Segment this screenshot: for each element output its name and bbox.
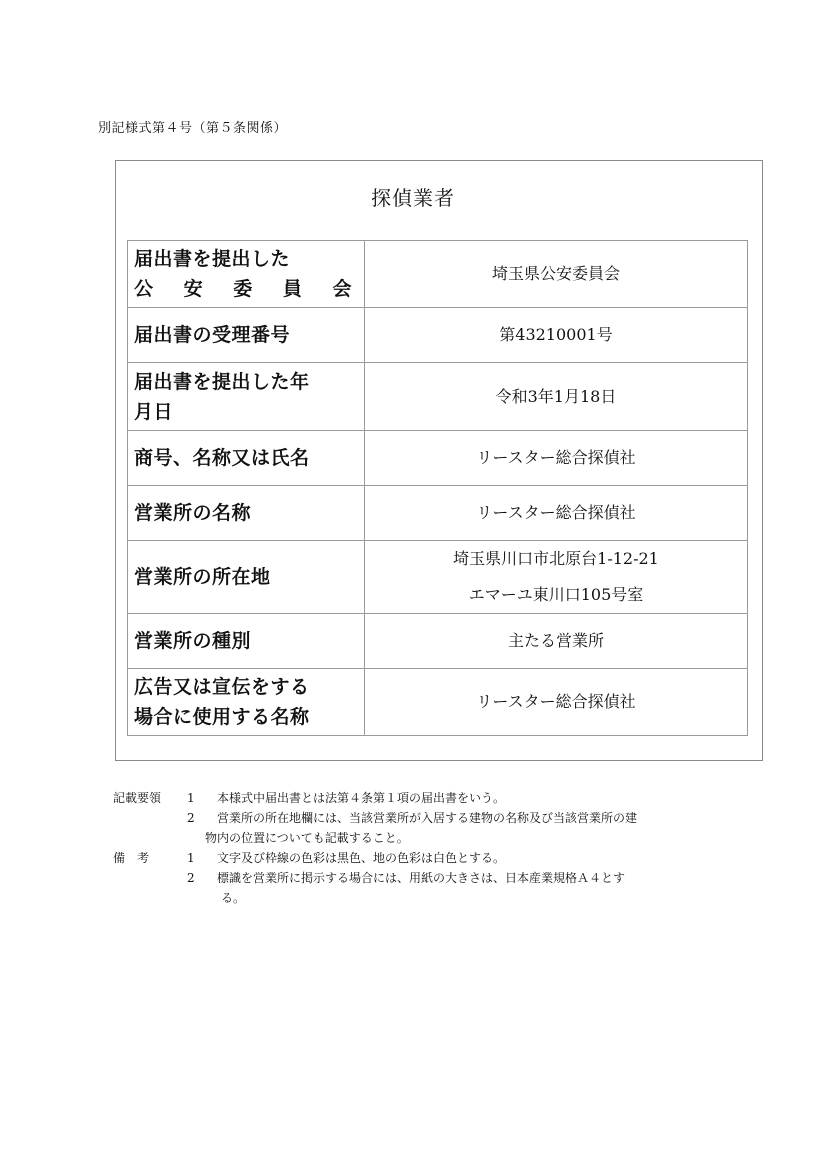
table-row xyxy=(128,669,748,736)
note-text-continued: る。 xyxy=(221,891,246,905)
note-text: 標識を営業所に掲示する場合には、用紙の大きさは、日本産業規格Ａ４とす xyxy=(217,871,626,885)
notes-heading: 記載要領 xyxy=(113,791,162,805)
table-row xyxy=(128,614,748,669)
sign-table xyxy=(127,240,748,736)
note-row xyxy=(113,868,753,888)
remarks-heading: 備 考 xyxy=(113,851,150,865)
label-line: 月日 xyxy=(134,400,174,423)
row-label-advertising-name xyxy=(128,669,365,736)
row-label-receipt-number: 届出書の受理番号 xyxy=(128,308,365,363)
note-text: 営業所の所在地欄には、当該営業所が入居する建物の名称及び当該営業所の建 xyxy=(217,811,638,825)
note-text: 文字及び枠線の色彩は黒色、地の色彩は白色とする。 xyxy=(217,851,506,865)
row-label-office-name: 営業所の名称 xyxy=(128,486,365,541)
label-line: 広告又は宣伝をする xyxy=(134,676,310,698)
row-value-office-type: 主たる営業所 xyxy=(365,614,748,669)
note-row xyxy=(113,848,753,868)
row-label-office-address: 営業所の所在地 xyxy=(128,541,365,614)
row-value-submission-date: 令和3年1月18日 xyxy=(365,363,748,431)
row-label-commission xyxy=(128,241,365,308)
note-row xyxy=(113,808,753,828)
row-value-receipt-number: 第43210001号 xyxy=(365,308,748,363)
note-row xyxy=(113,888,753,908)
row-value-office-name: リースター総合探偵社 xyxy=(365,486,748,541)
table-row xyxy=(128,431,748,486)
form-number-label: 別記様式第４号（第５条関係） xyxy=(98,121,288,136)
note-row xyxy=(113,788,753,808)
row-value-commission: 埼玉県公安委員会 xyxy=(365,241,748,308)
note-number: 2 xyxy=(187,811,195,825)
note-number: 1 xyxy=(187,851,195,865)
label-line: 届出書を提出した年 xyxy=(134,370,310,393)
label-line: 場合に使用する名称 xyxy=(134,706,310,728)
row-label-submission-date xyxy=(128,363,365,431)
sign-title: 探偵業者 xyxy=(371,186,455,210)
label-line: 公 安 委 員 会 xyxy=(134,278,364,300)
note-text: 本様式中届出書とは法第４条第１項の届出書をいう。 xyxy=(217,791,506,805)
address-line: エマーユ東川口105号室 xyxy=(468,585,644,604)
table-row xyxy=(128,541,748,614)
note-number: 2 xyxy=(187,871,195,885)
table-row xyxy=(128,241,748,308)
table-row xyxy=(128,308,748,363)
row-value-trade-name: リースター総合探偵社 xyxy=(365,431,748,486)
row-label-office-type: 営業所の種別 xyxy=(128,614,365,669)
table-row xyxy=(128,486,748,541)
row-value-advertising-name: リースター総合探偵社 xyxy=(365,669,748,736)
table-row xyxy=(128,363,748,431)
label-line: 届出書を提出した xyxy=(134,248,291,270)
note-number: 1 xyxy=(187,791,195,805)
address-line: 埼玉県川口市北原台1-12-21 xyxy=(453,549,659,568)
note-row xyxy=(113,828,753,848)
row-value-office-address xyxy=(365,541,748,614)
notes-section xyxy=(113,788,753,908)
note-text-continued: 物内の位置についても記載すること。 xyxy=(205,831,409,845)
row-label-trade-name: 商号、名称又は氏名 xyxy=(128,431,365,486)
